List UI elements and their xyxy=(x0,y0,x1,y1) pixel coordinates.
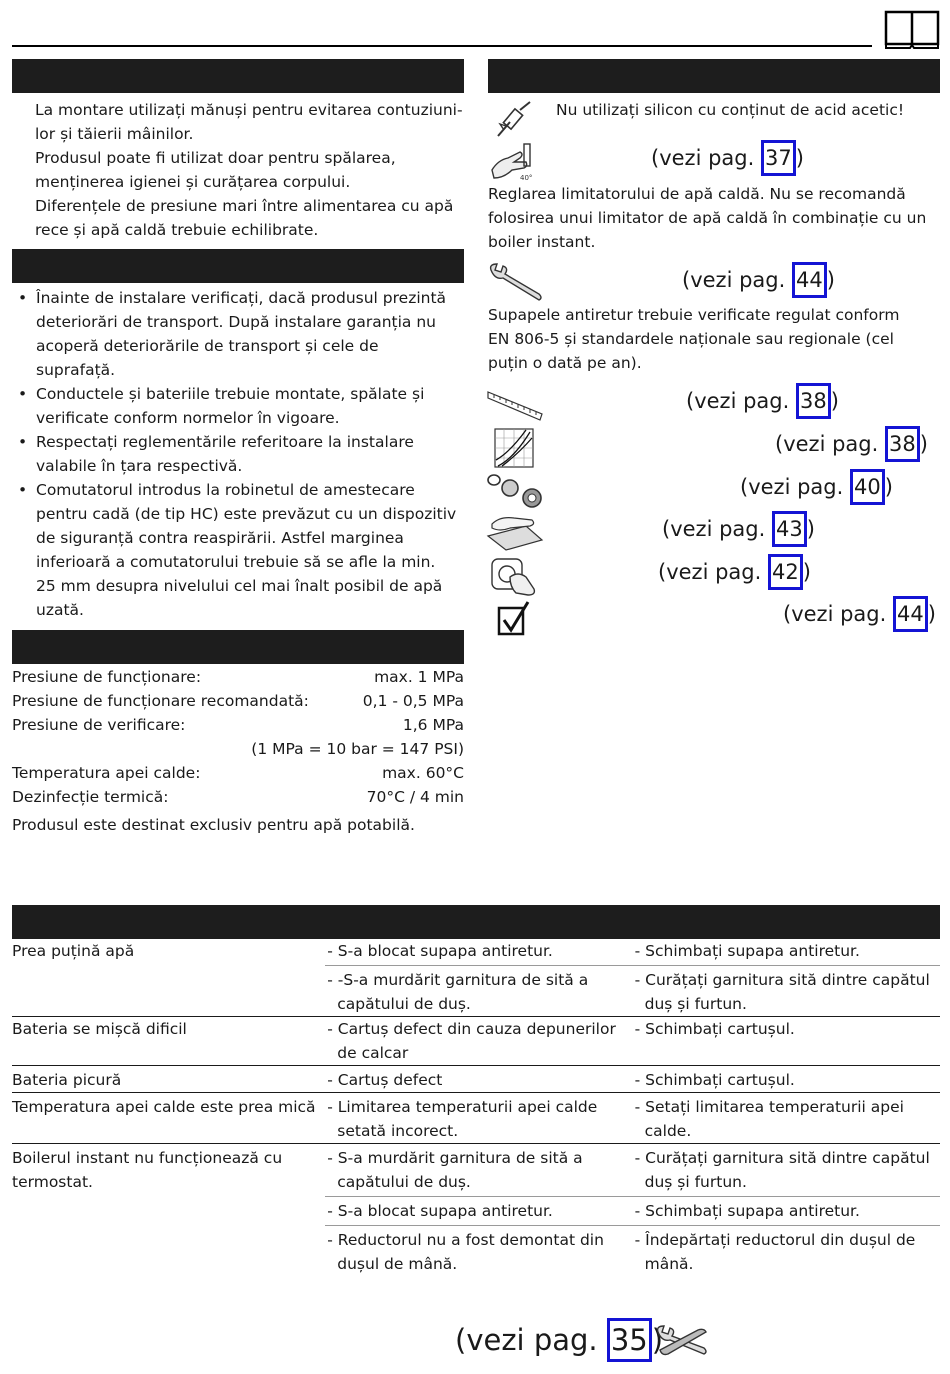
install-item: • Conductele și bateriile trebuie montate, spălate și verificate conform normelor în vigoare. xyxy=(12,382,467,430)
spec-row: Presiune de funcționare recomandată: 0,1 - 0,5 MPa xyxy=(12,692,464,710)
safety-line: Diferențele de presiune mari între alimentarea cu apă xyxy=(35,197,454,215)
cause-cell: - Limitarea temperaturii apei calde setată incorect. xyxy=(325,1093,632,1144)
ruler-icon xyxy=(486,384,544,422)
table-row xyxy=(12,1017,940,1066)
check-valve-text: Supapele antiretur trebuie verificate regulat conform EN 806-5 și standardele naționale sau regionale (cel puțin o dată pe an). xyxy=(488,306,900,372)
section-bar-install xyxy=(12,249,464,283)
header-rule xyxy=(12,45,872,47)
spec-row: Presiune de verificare: 1,6 MPa xyxy=(12,716,464,734)
page-link[interactable]: 43 xyxy=(772,511,807,547)
wrench-icon xyxy=(487,262,545,302)
checkbox-icon xyxy=(496,600,530,638)
problem-cell: Temperatura apei calde este prea mică xyxy=(12,1093,325,1144)
safety-line: menținerea igienei și curățarea corpului. xyxy=(35,173,351,191)
tools-icon xyxy=(654,1320,712,1360)
fix-cell: - Schimbați supapa antiretur. - Curățați garnitura sită dintre capătul duș și furtun. xyxy=(633,939,940,1017)
flow-chart-icon xyxy=(494,428,534,468)
safety-text xyxy=(35,98,465,242)
install-list xyxy=(12,286,467,622)
book-icon xyxy=(884,10,940,50)
page-link[interactable]: 38 xyxy=(796,383,831,419)
table-row xyxy=(12,1093,940,1144)
fix-cell: - Schimbați cartușul. xyxy=(633,1066,940,1093)
page-reference[interactable]: (vezi pag. 43 ) xyxy=(662,511,815,547)
fix-cell: - Curățați garnitura sită dintre capătul duș și furtun. - Schimbați supapa antiretur. - Îndepărtați reductorul din dușul de mână. xyxy=(633,1144,940,1277)
page-reference[interactable]: (vezi pag. 44 ) xyxy=(682,262,835,298)
table-row xyxy=(12,1066,940,1093)
svg-text:40°: 40° xyxy=(520,174,533,182)
spec-row: Temperatura apei calde: max. 60°C xyxy=(12,764,464,782)
spec-row: (1 MPa = 10 bar = 147 PSI) xyxy=(251,740,464,758)
safety-line: rece și apă caldă trebuie echilibrate. xyxy=(35,221,319,239)
page-link[interactable]: 44 xyxy=(893,596,928,632)
fix-cell: - Setați limitarea temperaturii apei calde. xyxy=(633,1093,940,1144)
page-link[interactable]: 37 xyxy=(761,140,796,176)
hot-water-limiter-text: Reglarea limitatorului de apă caldă. Nu se recomandă folosirea unui limitator de apă caldă în combinație cu un boiler instant. xyxy=(488,185,927,251)
table-row xyxy=(12,939,940,1017)
hand-cleaning-icon xyxy=(486,512,544,552)
safety-line: Produsul poate fi utilizat doar pentru spălarea, xyxy=(35,149,396,167)
install-item: • Înainte de instalare verificați, dacă produsul prezintă deteriorări de transport. După instalare garanția nu acoperă deteriorările de transport și cele de suprafață. xyxy=(12,286,467,382)
safety-line: lor și tăierii mâinilor. xyxy=(35,125,194,143)
page-reference[interactable]: (vezi pag. 38 ) xyxy=(686,383,839,419)
page-reference[interactable]: (vezi pag. 37 ) xyxy=(651,140,804,176)
problem-cell: Prea puțină apă xyxy=(12,939,325,1017)
silicone-gun-icon xyxy=(494,100,534,140)
page-reference[interactable]: (vezi pag. 40 ) xyxy=(740,469,893,505)
page-reference[interactable]: (vezi pag. 38 ) xyxy=(775,426,928,462)
section-bar-trouble xyxy=(12,905,940,939)
cause-cell: - S-a blocat supapa antiretur. - -S-a murdărit garnitura de sită a capătului de duș. xyxy=(325,939,632,1017)
fix-cell: - Schimbați cartușul. xyxy=(633,1017,940,1066)
cartridge-parts-icon xyxy=(486,470,544,510)
page-link[interactable]: 44 xyxy=(792,262,827,298)
potable-water-note: Produsul este destinat exclusiv pentru apă potabilă. xyxy=(12,816,415,834)
page-link[interactable]: 35 xyxy=(607,1318,652,1362)
page-reference[interactable]: (vezi pag. 42 ) xyxy=(658,554,811,590)
spec-row: Dezinfecție termică: 70°C / 4 min xyxy=(12,788,464,806)
page-link[interactable]: 42 xyxy=(768,554,803,590)
footer-page-reference[interactable]: (vezi pag. 35 ) xyxy=(455,1318,663,1362)
problem-cell: Boilerul instant nu funcționează cu termostat. xyxy=(12,1149,283,1191)
problem-cell: Bateria picură xyxy=(12,1066,325,1093)
hand-thermometer-icon xyxy=(490,140,536,182)
problem-cell: Bateria se mișcă dificil xyxy=(12,1017,325,1066)
spec-row: Presiune de funcționare: max. 1 MPa xyxy=(12,668,464,686)
section-bar-safety xyxy=(12,59,464,93)
hand-knob-icon xyxy=(488,555,540,597)
cause-cell: - Cartuș defect din cauza depunerilor de calcar xyxy=(325,1017,632,1066)
section-bar-specs xyxy=(12,630,464,664)
page-link[interactable]: 38 xyxy=(885,426,920,462)
silicon-warning: Nu utilizați silicon cu conținut de acid acetic! xyxy=(556,101,905,119)
section-bar-right xyxy=(488,59,940,93)
safety-line: La montare utilizați mănuși pentru evitarea contuziuni- xyxy=(35,101,463,119)
page-link[interactable]: 40 xyxy=(850,469,885,505)
page-reference[interactable]: (vezi pag. 44 ) xyxy=(783,596,936,632)
troubleshooting-table xyxy=(12,939,940,1276)
install-item: • Comutatorul introdus la robinetul de amestecare pentru cadă (de tip HC) este prevăzut cu un dispozitiv de siguranță contra reaspirării. Astfel marginea inferioară a comutatorului trebuie să se afle la min. 25 mm desupra nivelului cel mai înalt posibil de apă uzată. xyxy=(12,478,467,622)
cause-cell: - Cartuș defect xyxy=(325,1066,632,1093)
cause-cell: - S-a murdărit garnitura de sită a capătului de duș. - S-a blocat supapa antiretur. - Reductorul nu a fost demontat din dușul de mână. xyxy=(325,1144,632,1277)
table-row xyxy=(12,1144,940,1277)
install-item: • Respectați reglementările referitoare la instalare valabile în țara respectivă. xyxy=(12,430,467,478)
